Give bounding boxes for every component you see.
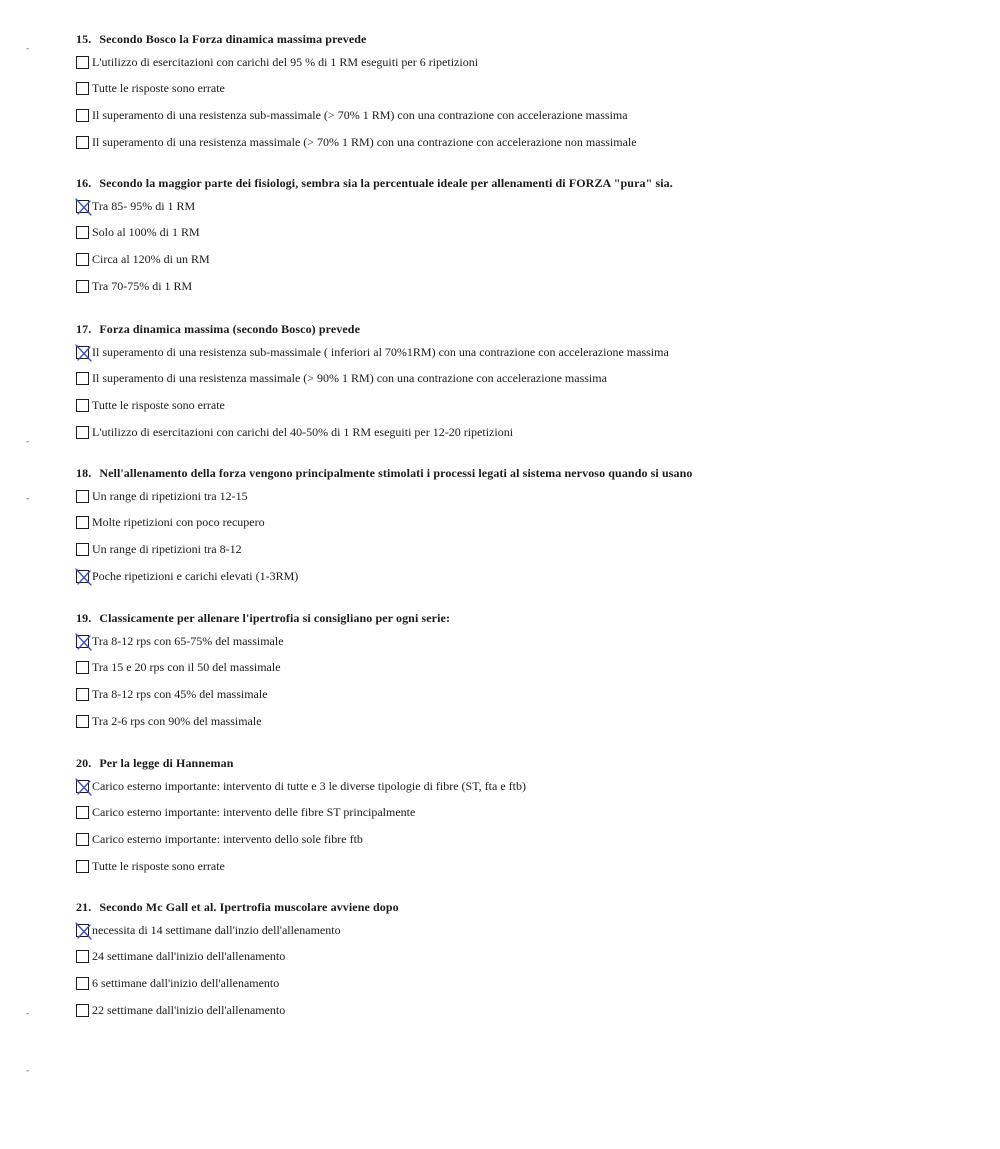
answer-text: Il superamento di una resistenza sub-massimale (> 70% 1 RM) con una contrazione con accelerazione massima xyxy=(92,107,628,122)
question-block xyxy=(76,319,976,445)
question-block xyxy=(76,463,976,589)
answer-text: 6 settimane dall'inizio dell'allenamento xyxy=(92,975,280,990)
answer-option[interactable] xyxy=(76,800,976,827)
pen-check-icon xyxy=(74,197,94,218)
checkbox[interactable] xyxy=(76,56,89,69)
question-block xyxy=(76,897,976,1023)
answer-text: Circa al 120% di un RM xyxy=(92,251,210,266)
answer-option[interactable] xyxy=(76,220,976,247)
answer-option[interactable] xyxy=(76,536,976,563)
checkbox-checked[interactable] xyxy=(76,200,89,213)
answer-option[interactable] xyxy=(76,102,976,129)
answer-option[interactable] xyxy=(76,246,976,273)
answer-text: Un range di ripetizioni tra 12-15 xyxy=(92,488,248,503)
pen-check-icon xyxy=(74,632,94,653)
answer-text: Tra 8-12 rps con 65-75% del massimale xyxy=(92,633,284,648)
answer-text: Tra 15 e 20 rps con il 50 del massimale xyxy=(92,660,281,675)
answer-text: Tra 8-12 rps con 45% del massimale xyxy=(92,686,268,701)
answer-text: Poche ripetizioni e carichi elevati (1-3RM) xyxy=(92,568,299,583)
answer-option[interactable] xyxy=(76,366,976,393)
checkbox[interactable] xyxy=(76,688,89,701)
answer-text: Tra 85- 95% di 1 RM xyxy=(92,198,196,213)
question-block xyxy=(76,753,976,879)
scan-mark: - xyxy=(26,494,30,504)
answer-option[interactable] xyxy=(76,273,976,300)
answer-text: 24 settimane dall'inizio dell'allenamento xyxy=(92,949,286,964)
answer-option[interactable] xyxy=(76,419,976,446)
scan-mark: - xyxy=(26,437,30,447)
answer-text: Il superamento di una resistenza massimale (> 70% 1 RM) con una contrazione con accelerazione non massimale xyxy=(92,134,637,149)
answer-option[interactable] xyxy=(76,917,976,944)
answer-text: Carico esterno importante: intervento delle fibre ST principalmente xyxy=(92,805,416,820)
answer-option[interactable] xyxy=(76,563,976,590)
answer-text: Carico esterno importante: intervento dello sole fibre ftb xyxy=(92,831,363,846)
question-number: 17. xyxy=(76,322,92,336)
checkbox[interactable] xyxy=(76,543,89,556)
question-title xyxy=(76,319,976,339)
answer-option[interactable] xyxy=(76,970,976,997)
checkbox-checked[interactable] xyxy=(76,635,89,648)
pen-check-icon xyxy=(74,567,94,588)
answer-option[interactable] xyxy=(76,944,976,971)
pen-check-icon xyxy=(74,921,94,942)
question-number: 15. xyxy=(76,32,92,46)
checkbox[interactable] xyxy=(76,399,89,412)
answer-text: L'utilizzo di esercitazioni con carichi del 95 % di 1 RM eseguiti per 6 ripetizioni xyxy=(92,54,479,69)
checkbox[interactable] xyxy=(76,1004,89,1017)
question-text: Secondo la maggior parte dei fisiologi, sembra sia la percentuale ideale per allenamenti di FORZA "pura" sia. xyxy=(99,176,673,190)
question-number: 18. xyxy=(76,466,92,480)
answer-text: L'utilizzo di esercitazioni con carichi del 40-50% di 1 RM eseguiti per 12-20 ripetizioni xyxy=(92,424,514,439)
checkbox[interactable] xyxy=(76,82,89,95)
question-title xyxy=(76,29,976,49)
question-title xyxy=(76,753,976,773)
pen-check-icon xyxy=(74,343,94,364)
answer-text: Carico esterno importante: intervento di tutte e 3 le diverse tipologie di fibre (ST, fta e ftb) xyxy=(92,778,526,793)
question-text: Secondo Mc Gall et al. Ipertrofia muscolare avviene dopo xyxy=(99,900,399,914)
checkbox[interactable] xyxy=(76,860,89,873)
answer-option[interactable] xyxy=(76,997,976,1024)
checkbox[interactable] xyxy=(76,806,89,819)
answer-text: necessita di 14 settimane dall'inzio dell'allenamento xyxy=(92,922,341,937)
answer-option[interactable] xyxy=(76,193,976,220)
checkbox[interactable] xyxy=(76,661,89,674)
scan-mark: - xyxy=(26,1066,30,1076)
answer-option[interactable] xyxy=(76,826,976,853)
answer-option[interactable] xyxy=(76,655,976,682)
question-text: Secondo Bosco la Forza dinamica massima prevede xyxy=(99,32,367,46)
answer-text: Molte ripetizioni con poco recupero xyxy=(92,515,265,530)
question-text: Forza dinamica massima (secondo Bosco) prevede xyxy=(99,322,360,336)
checkbox[interactable] xyxy=(76,715,89,728)
question-title xyxy=(76,608,976,628)
answer-option[interactable] xyxy=(76,392,976,419)
pen-check-icon xyxy=(74,777,94,798)
answer-text: Tutte le risposte sono errate xyxy=(92,397,225,412)
question-text: Per la legge di Hanneman xyxy=(99,756,234,770)
question-title xyxy=(76,463,976,483)
checkbox[interactable] xyxy=(76,109,89,122)
answer-option[interactable] xyxy=(76,708,976,735)
question-block xyxy=(76,608,976,734)
answer-option[interactable] xyxy=(76,628,976,655)
checkbox[interactable] xyxy=(76,950,89,963)
answer-option[interactable] xyxy=(76,510,976,537)
answer-option[interactable] xyxy=(76,76,976,103)
answer-text: Il superamento di una resistenza massimale (> 90% 1 RM) con una contrazione con accelerazione massima xyxy=(92,371,607,386)
question-number: 21. xyxy=(76,900,92,914)
checkbox[interactable] xyxy=(76,136,89,149)
checkbox[interactable] xyxy=(76,977,89,990)
checkbox[interactable] xyxy=(76,426,89,439)
answer-option[interactable] xyxy=(76,853,976,880)
checkbox[interactable] xyxy=(76,490,89,503)
answer-text: Tra 2-6 rps con 90% del massimale xyxy=(92,713,262,728)
answer-text: Tutte le risposte sono errate xyxy=(92,81,225,96)
question-number: 19. xyxy=(76,611,92,625)
answer-text: Un range di ripetizioni tra 8-12 xyxy=(92,541,242,556)
checkbox-checked[interactable] xyxy=(76,570,89,583)
question-title xyxy=(76,897,976,917)
answer-text: Tutte le risposte sono errate xyxy=(92,858,225,873)
question-text: Nell'allenamento della forza vengono principalmente stimolati i processi legati al sistema nervoso quando si usano xyxy=(99,466,693,480)
question-title xyxy=(76,173,976,193)
checkbox-checked[interactable] xyxy=(76,780,89,793)
answer-text: Solo al 100% di 1 RM xyxy=(92,225,200,240)
question-block xyxy=(76,29,976,155)
answer-option[interactable] xyxy=(76,339,976,366)
answer-option[interactable] xyxy=(76,773,976,800)
checkbox[interactable] xyxy=(76,833,89,846)
checkbox[interactable] xyxy=(76,253,89,266)
answer-option[interactable] xyxy=(76,681,976,708)
question-number: 20. xyxy=(76,756,92,770)
scan-mark: - xyxy=(26,44,30,54)
question-text: Classicamente per allenare l'ipertrofia si consigliano per ogni serie: xyxy=(99,611,451,625)
checkbox[interactable] xyxy=(76,280,89,293)
answer-text: 22 settimane dall'inizio dell'allenamento xyxy=(92,1002,286,1017)
checkbox-checked[interactable] xyxy=(76,346,89,359)
checkbox-checked[interactable] xyxy=(76,924,89,937)
checkbox[interactable] xyxy=(76,516,89,529)
question-block xyxy=(76,173,976,299)
answer-option[interactable] xyxy=(76,483,976,510)
scan-mark: - xyxy=(26,1009,30,1019)
answer-text: Tra 70-75% di 1 RM xyxy=(92,278,193,293)
answer-option[interactable] xyxy=(76,49,976,76)
answer-text: Il superamento di una resistenza sub-massimale ( inferiori al 70%1RM) con una contrazione con accelerazione massima xyxy=(92,344,669,359)
answer-option[interactable] xyxy=(76,129,976,156)
checkbox[interactable] xyxy=(76,372,89,385)
checkbox[interactable] xyxy=(76,226,89,239)
question-number: 16. xyxy=(76,176,92,190)
